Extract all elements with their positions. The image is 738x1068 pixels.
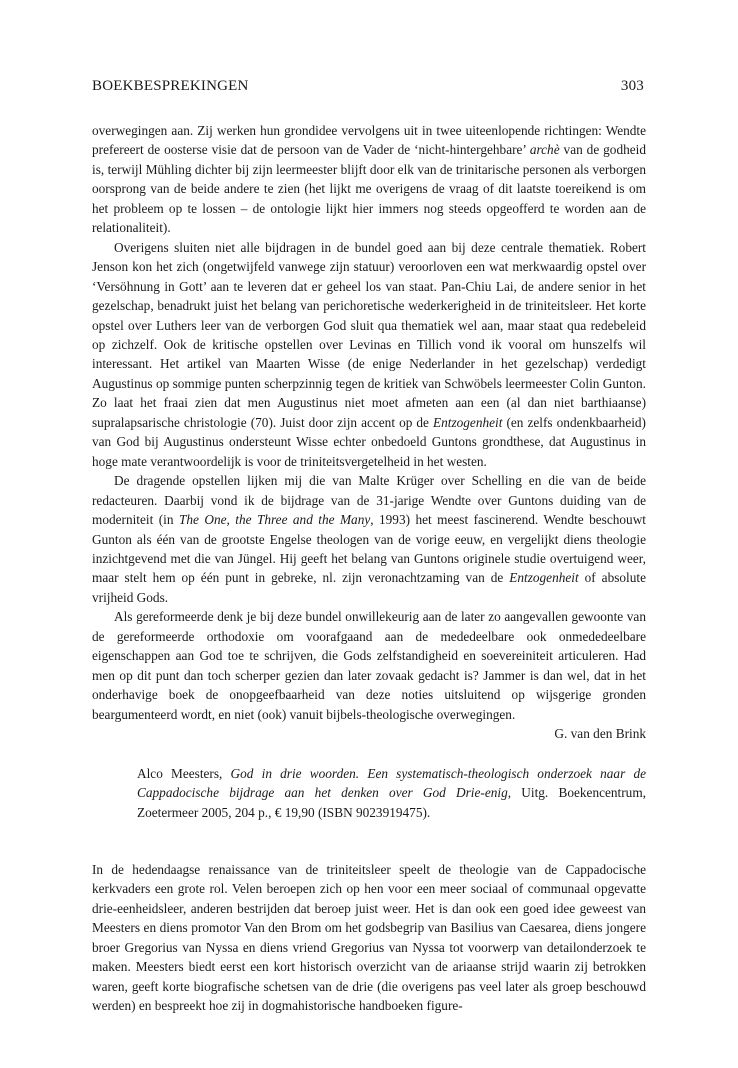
section-title: BOEKBESPREKINGEN xyxy=(92,78,249,94)
review-one-body xyxy=(92,121,646,744)
page-number: 303 xyxy=(620,78,644,94)
paragraph: Overigens sluiten niet alle bijdragen in de bundel goed aan bij deze centrale thematiek. Robert Jenson kon het zich (ongetwijfeld vanwege zijn statuur) veroorloven een wat merkwaardig opstel over ‘Versöhnung in Gott’ aan te leveren dat er geheel los van staat. Pan-Chiu Lai, de andere senior in het gezelschap, benadrukt juist het belang van perichoretische wederkerigheid in de triniteitsleer. Het korte opstel over Luthers leer van de verborgen God sluit qua thematiek wel aan, maar staat qua redebeleid op zichzelf. Ook de kritische opstellen over Levinas en Tillich vond ik vooral om hunszelfs wil interessant. Het artikel van Maarten Wisse (de enige Nederlander in het gezelschap) verdedigt Augustinus op sommige punten scherpzinnig tegen de kritiek van Schwöbels leermeester Colin Gunton. Zo laat het fraai zien dat men Augustinus niet moet afmeten aan een (al dan niet barthiaanse) supralapsarische christologie (70). Juist door zijn accent op de Entzogenheit (en zelfs ondenkbaarheid) van God bij Augustinus ondersteunt Wisse echter onbedoeld Guntons grondthese, dat Augustinus in hoge mate verantwoordelijk is voor de triniteitsvergetelheid in het westen. xyxy=(92,239,646,469)
reviewer-signature: G. van den Brink xyxy=(554,726,646,742)
running-head xyxy=(92,78,644,95)
paragraph: In de hedendaagse renaissance van de triniteitsleer speelt de theologie van de Cappadocische kerkvaders een grote rol. Velen beroepen zich op hen voor een meer sociaal of communaal opgevatte drie-eenheidsleer, anderen bestrijden dat beroep juist weer. Het is dan ook een goed idee geweest van Meesters en diens promotor Van den Brom om het godsbegrip van Basilius van Caesarea, diens jongere broer Gregorius van Nyssa en diens vriend Gregorius van Nyssa tot voorwerp van detailonderzoek te maken. Meesters biedt eerst een kort historisch overzicht van de ariaanse strijd waarin zij betrokken waren, geeft korte biografische schetsen van de drie (die overigens pas veel later als groep beschouwd werden) en bespreekt hoe zij in dogmahistorische handboeken figure- xyxy=(92,862,646,1014)
book-citation: Alco Meesters, God in drie woorden. Een systematisch-theologisch onderzoek naar de Cappadocische bijdrage aan het denken over God Drie-enig, Uitg. Boekencentrum, Zoetermeer 2005, 204 p., € 19,90 (ISBN 9023919475). xyxy=(137,766,646,820)
paragraph: overwegingen aan. Zij werken hun grondidee vervolgens uit in twee uiteenlopende richtingen: Wendte prefereert de oosterse visie dat de persoon van de Vader de ‘nicht-hintergehbare’ archè van de godheid is, terwijl Mühling dichter bij zijn leermeester blijft door elk van de trinitarische personen als verborgen oorsprong van de beide andere te zien (het lijkt me overigens de vraag of dit laatste toereikend is om het probleem op te lossen – de ontologie lijkt hier immers nog steeds opgeofferd te worden aan de relationaliteit). xyxy=(92,123,646,236)
paragraph: Als gereformeerde denk je bij deze bundel onwillekeurig aan de later zo aangevallen gewoonte van de gereformeerde orthodoxie om voorafgaand aan de mededeelbare ook onmededeelbare eigenschappen aan God toe te schrijven, die Gods zelfstandigheid en soevereiniteit articuleren. Had men op dit punt dan toch scherper gezien dan later zovaak gedacht is? Jammer is dan wel, dat in het onderhavige boek de onopgeefbaarheid van deze noties uitsluitend op wijsgerige gronden beargumenteerd wordt, en niet (ook) vanuit bijbels-theologische overwegingen. xyxy=(92,609,646,722)
paragraph: De dragende opstellen lijken mij die van Malte Krüger over Schelling en die van de beide redacteuren. Daarbij vond ik de bijdrage van de 31-jarige Wendte over Guntons duiding van de moderniteit (in The One, the Three and the Many, 1993) het meest fascinerend. Wendte beschouwt Gunton als één van de grootste Engelse theologen van de vorige eeuw, en vergelijkt diens theologie inzichtgevend met die van Jüngel. Hij geeft het belang van Guntons originele studie overtuigend weer, maar stelt hem op één punt in gebreke, nl. zijn veronachtzaming van de Entzogenheit of absolute vrijheid Gods. xyxy=(92,473,647,605)
review-two-body xyxy=(92,860,646,1016)
book-title: God in drie woorden. Een systematisch-theologisch onderzoek naar de Cappadocische bijdrage aan het denken over God Drie-enig xyxy=(137,766,646,801)
